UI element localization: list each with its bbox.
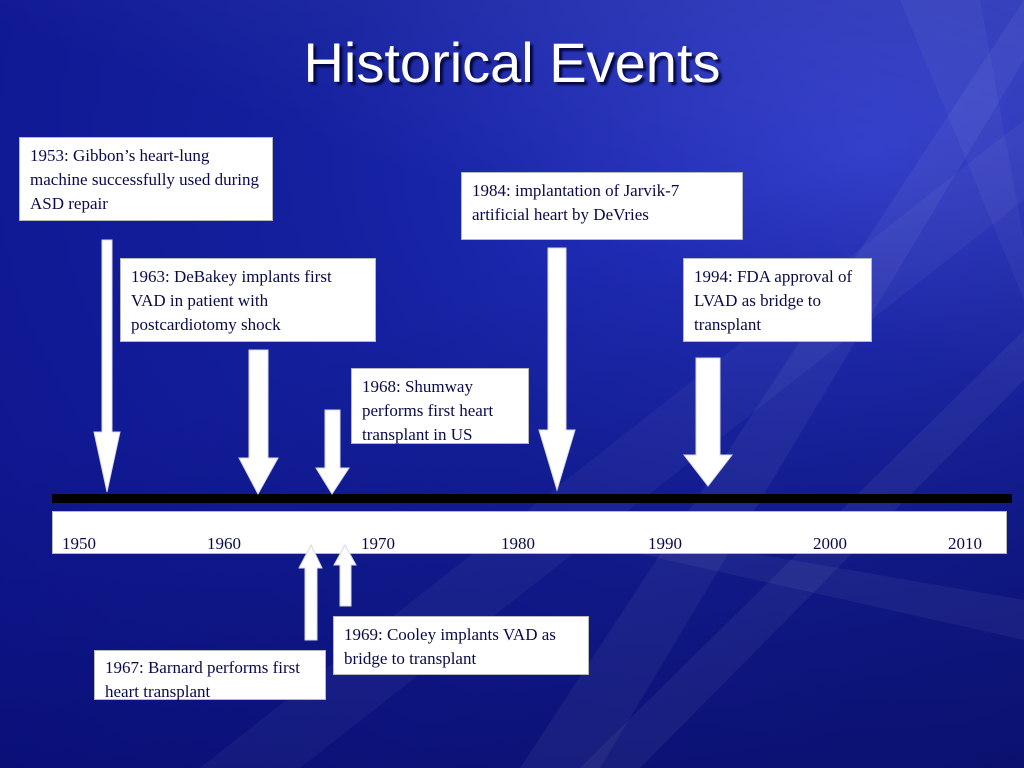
year-label-2000: 2000 (813, 534, 847, 553)
year-label-1960: 1960 (207, 534, 241, 553)
event-box-1969: 1969: Cooley implants VAD as bridge to transplant (333, 616, 589, 675)
event-box-1984: 1984: implantation of Jarvik-7 artificial heart by DeVries (461, 172, 743, 240)
event-box-1968: 1968: Shumway performs first heart transplant in US (351, 368, 529, 444)
timeline-bar (52, 494, 1012, 503)
year-label-1990: 1990 (648, 534, 682, 553)
event-box-1963: 1963: DeBakey implants first VAD in patient with postcardiotomy shock (120, 258, 376, 342)
year-label-1970: 1970 (361, 534, 395, 553)
slide-title: Historical Events (303, 31, 721, 94)
year-label-2010: 2010 (948, 534, 982, 553)
event-box-1953: 1953: Gibbon’s heart-lung machine successfully used during ASD repair (19, 137, 273, 221)
year-label-1980: 1980 (501, 534, 535, 553)
event-box-1994: 1994: FDA approval of LVAD as bridge to transplant (683, 258, 872, 342)
year-label-1950: 1950 (62, 534, 96, 553)
event-box-1967: 1967: Barnard performs first heart transplant (94, 650, 326, 700)
